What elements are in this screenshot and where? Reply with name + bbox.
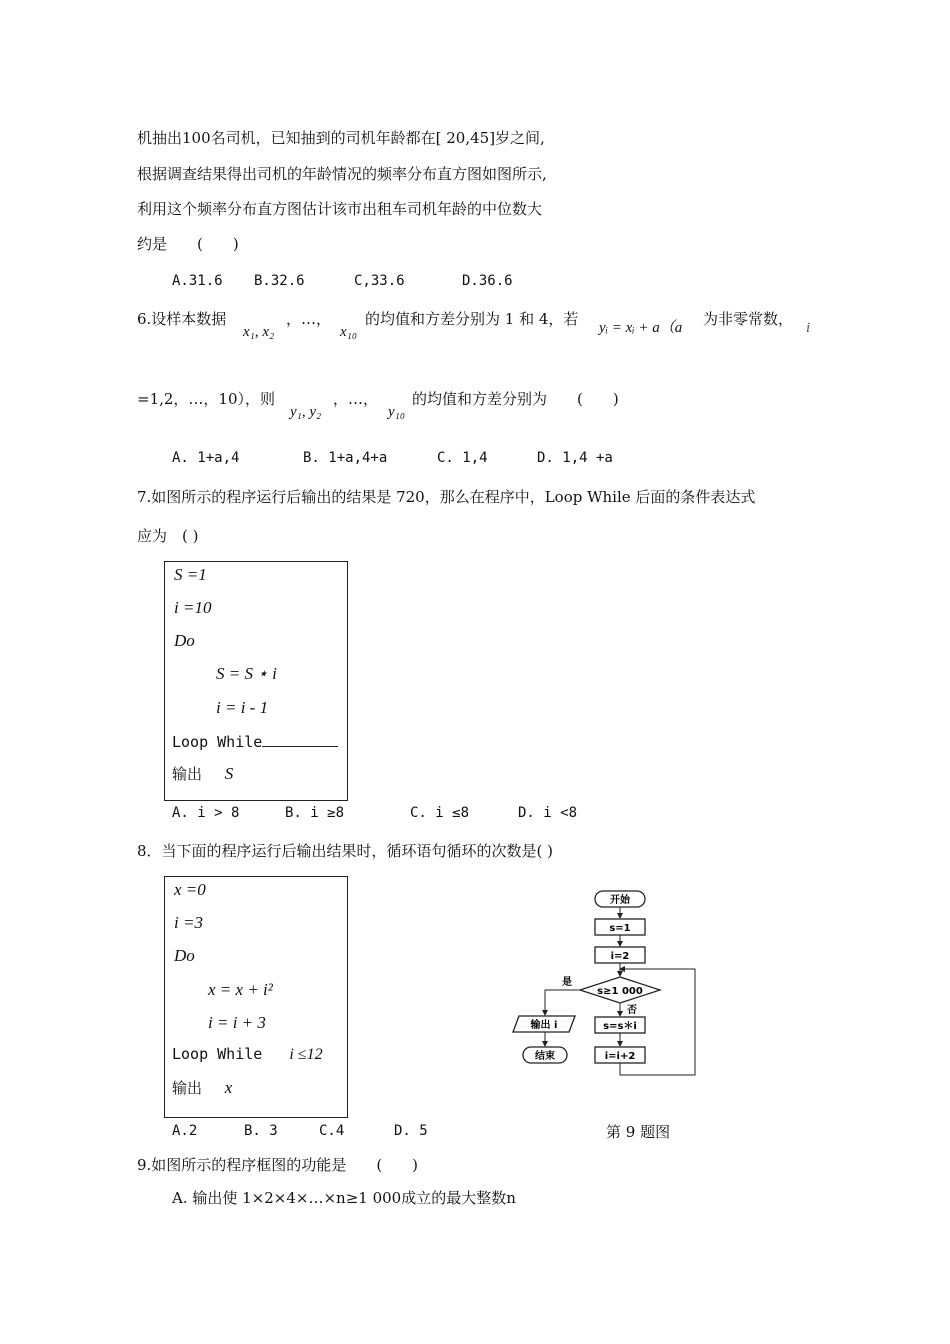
q8-code-line1: x =0: [174, 880, 206, 899]
q7-code-line1: S =1: [174, 565, 207, 584]
q6-formula: yᵢ = xᵢ + a（a: [599, 320, 683, 336]
q7-code-line5: i = i - 1: [216, 698, 269, 717]
flowchart-s-init-text: s=1: [609, 923, 631, 934]
q5-option-c: C,33.6: [354, 273, 405, 289]
q7-code-line2: i =10: [174, 598, 212, 617]
q7-code-line3: Do: [174, 631, 195, 650]
q8-option-c: C.4: [319, 1123, 345, 1139]
flowchart-condition-text: s≥1 000: [597, 986, 643, 997]
q6-y10: y₁₀: [388, 404, 406, 420]
q7-code-line6: [172, 732, 338, 752]
q5-line3: 利用这个频率分布直方图估计该市出租车司机年龄的中位数大: [137, 200, 543, 218]
q9-line1: 9.如图所示的程序框图的功能是 ( ): [137, 1156, 419, 1174]
q8-option-b: B. 3: [244, 1123, 278, 1139]
q8-loop-while: Loop While: [172, 1045, 263, 1063]
q7-line2: 应为 ( ): [137, 527, 199, 545]
q7-output-label: 输出: [172, 765, 203, 783]
q7-code-line7: [172, 764, 233, 784]
q6-option-b: B. 1+a,4+a: [303, 450, 388, 466]
q5-line2: 根据调查结果得出司机的年龄情况的频率分布直方图如图所示,: [137, 165, 547, 183]
q5-option-b: B.32.6: [254, 273, 305, 289]
flowchart-yes-label: 是: [562, 977, 572, 988]
q6-x10: x₁₀: [340, 324, 358, 340]
q7-option-c: C. i ≤8: [410, 805, 470, 821]
q7-option-b: B. i ≥8: [285, 805, 345, 821]
q6-suffix: 为非零常数，: [703, 310, 794, 328]
flowchart-update-s-text: s=s＊i: [603, 1021, 637, 1032]
q8-code-line5: i = i + 3: [208, 1013, 266, 1032]
flowchart-start-text: 开始: [610, 895, 630, 906]
q9-option-a: A. 输出使 1×2×4×…×n≥1 000成立的最大整数n: [172, 1189, 516, 1207]
q8-code-line2: i =3: [174, 913, 203, 932]
q8-code-line7: [172, 1078, 232, 1098]
q8-code-line3: Do: [174, 946, 195, 965]
q6-comma-dots2: ，…，: [333, 390, 379, 408]
q8-code-line6: [172, 1044, 323, 1065]
flowchart-update-i-text: i=i+2: [604, 1051, 636, 1062]
q8-line1: 8．当下面的程序运行后输出结果时，循环语句循环的次数是( ): [137, 842, 554, 860]
q8-code-line4: x = x + i²: [208, 980, 273, 999]
q7-code-line4: S = S ⋆ i: [216, 664, 277, 683]
q6-i-var: i: [806, 320, 811, 336]
q7-blank: [262, 732, 338, 747]
q6-x12: x₁, x₂: [243, 324, 275, 340]
q8-option-d: D. 5: [394, 1123, 428, 1139]
q7-option-d: D. i <8: [518, 805, 578, 821]
q8-output-label: 输出: [172, 1079, 203, 1097]
flowchart-i-init-text: i=2: [610, 951, 630, 962]
q8-output-var: x: [224, 1078, 233, 1097]
flowchart-output-text: 输出 i: [530, 1020, 558, 1031]
q7-output-var: S: [224, 764, 234, 783]
q5-line1: 机抽出100名司机，已知抽到的司机年龄都在[ 20,45]岁之间,: [137, 129, 545, 147]
flowchart-diagram: [505, 885, 705, 1085]
flowchart-caption: 第 9 题图: [606, 1123, 671, 1141]
q8-loop-cond: i ≤12: [289, 1046, 323, 1063]
q8-option-a: A.2: [172, 1123, 198, 1139]
q5-line4: 约是 ( ): [137, 235, 239, 253]
q6-line2-prefix: =1,2，…，10），则: [137, 390, 276, 408]
flowchart-end-text: 结束: [535, 1051, 555, 1062]
q7-line1: 7.如图所示的程序运行后输出的结果是 720，那么在程序中，Loop While 后面的条件表达式: [137, 488, 756, 506]
q6-option-a: A. 1+a,4: [172, 450, 240, 466]
flowchart-no-label: 否: [627, 1005, 637, 1016]
q5-option-d: D.36.6: [462, 273, 513, 289]
q6-option-c: C. 1,4: [437, 450, 488, 466]
q7-loop-while: Loop While: [172, 733, 263, 751]
q6-comma-dots: ，…，: [286, 310, 332, 328]
q6-mid: 的均值和方差分别为 1 和 4，若: [365, 310, 579, 328]
q6-option-d: D. 1,4 +a: [537, 450, 613, 466]
q7-option-a: A. i > 8: [172, 805, 240, 821]
q6-prefix: 6.设样本数据: [137, 310, 227, 328]
q5-option-a: A.31.6: [172, 273, 223, 289]
q6-line2-suffix: 的均值和方差分别为 ( ): [412, 390, 619, 408]
q6-y12: y₁, y₂: [290, 404, 322, 420]
